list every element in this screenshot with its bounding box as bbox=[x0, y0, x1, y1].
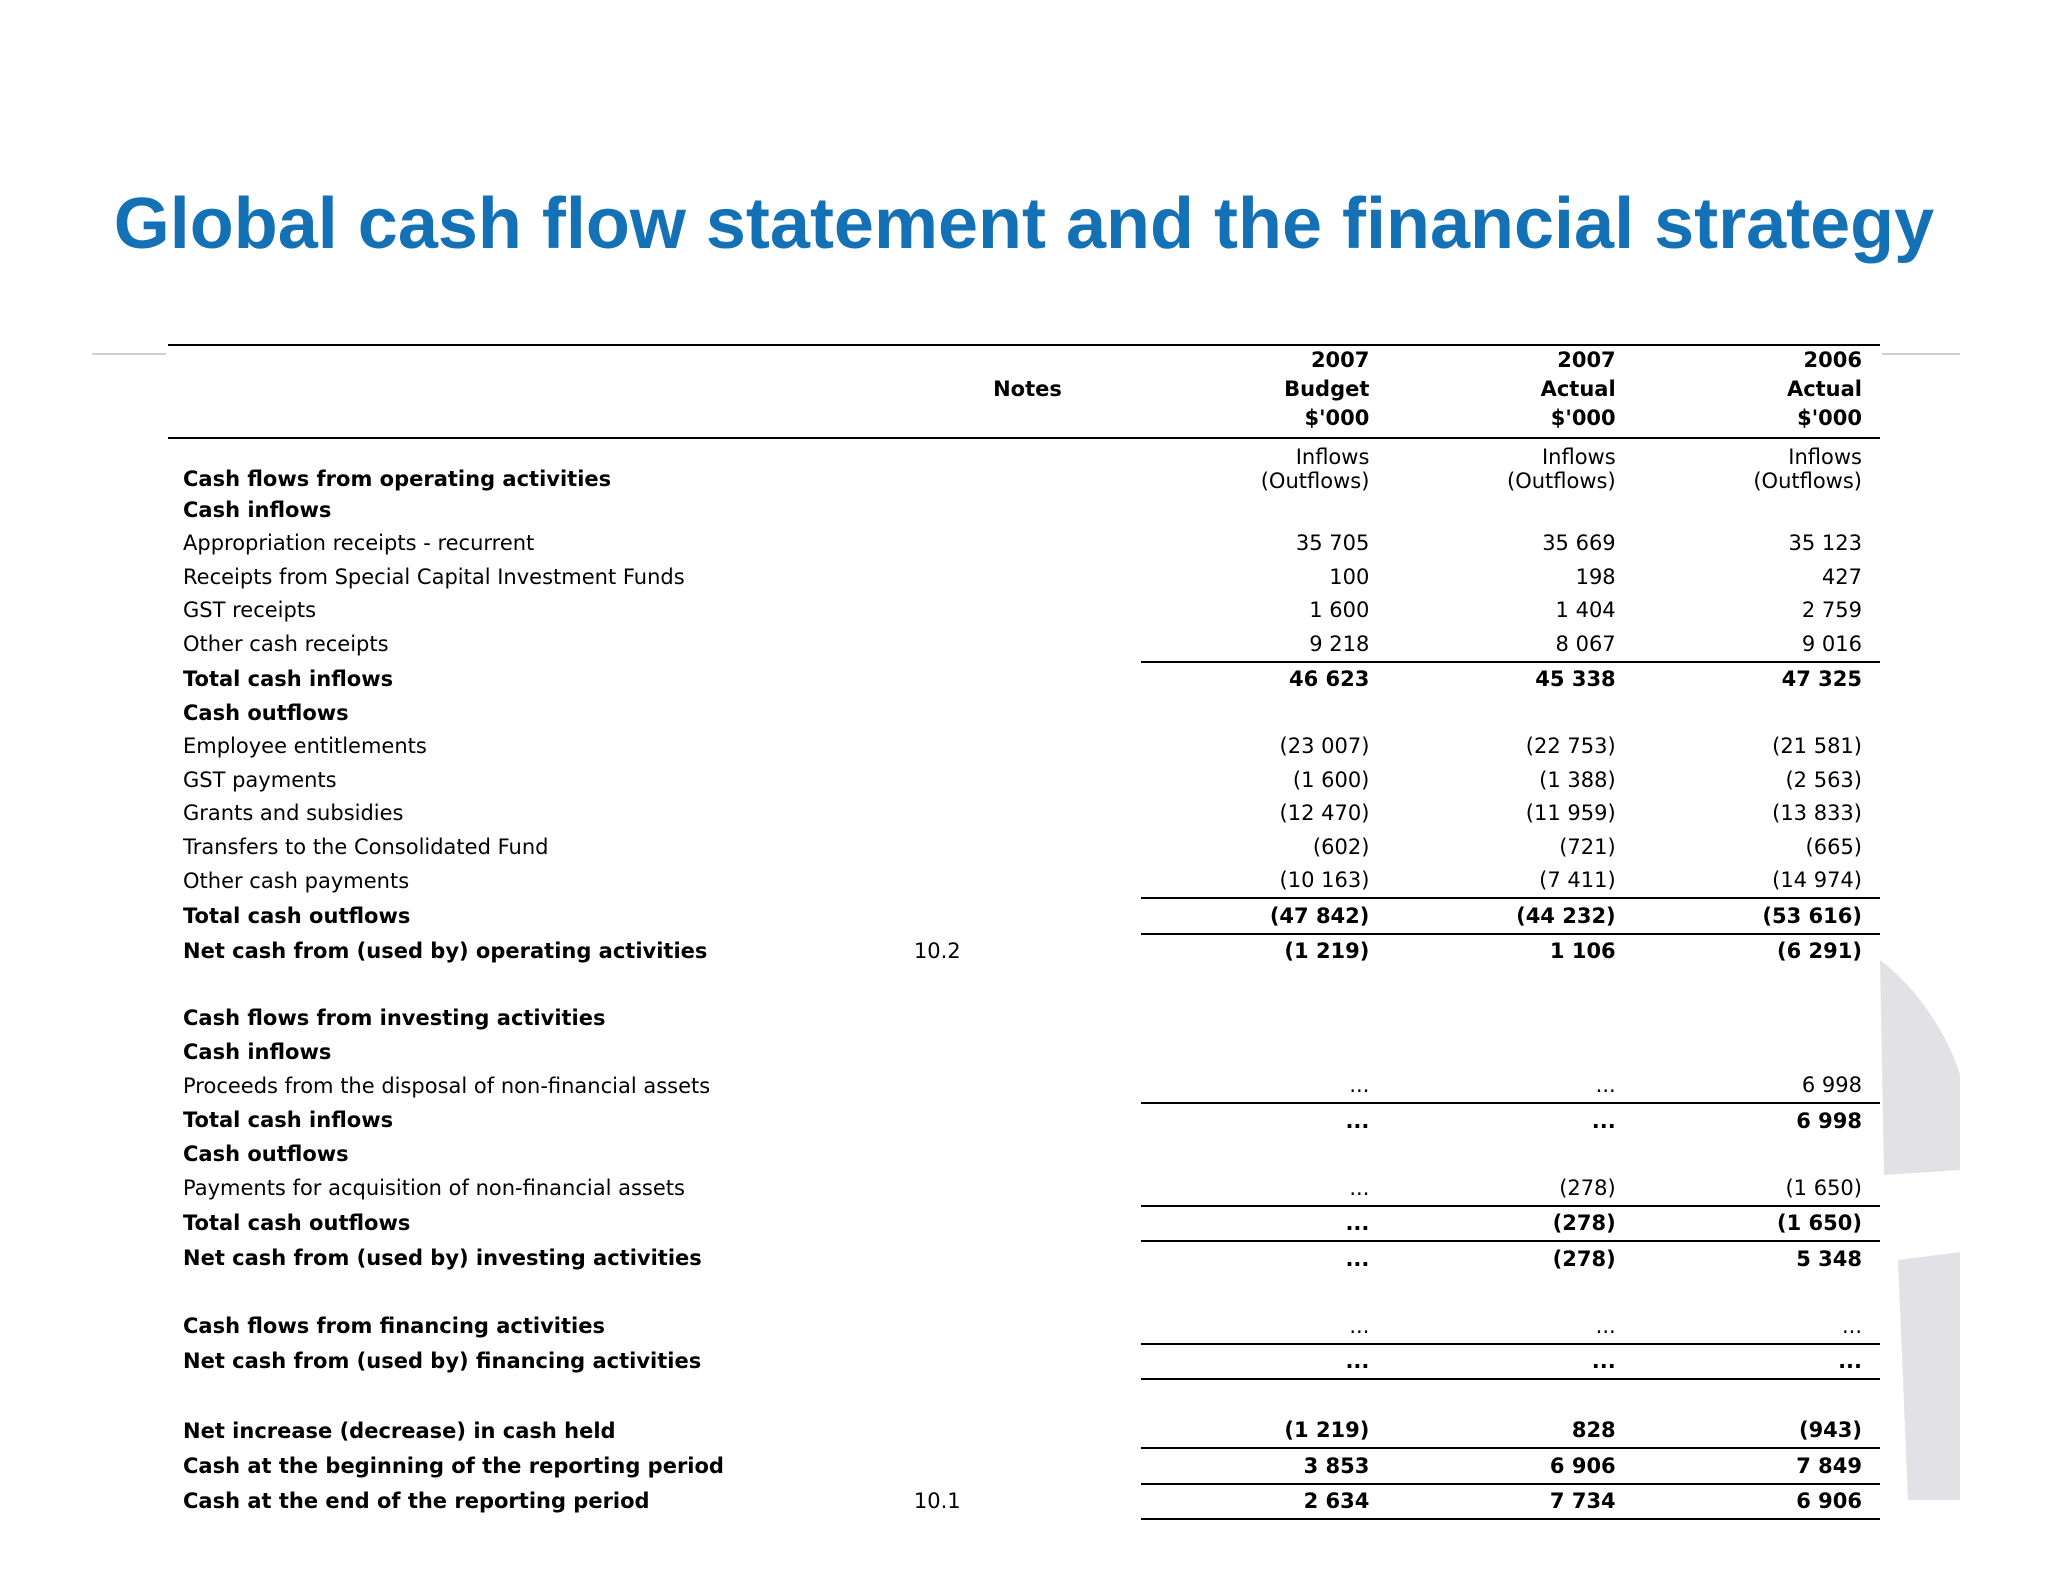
table-row bbox=[168, 1138, 1880, 1172]
net-label: Net cash from (used by) investing activities bbox=[183, 1246, 702, 1271]
table-row: Appropriation receipts - recurrent 35 705 35 669 35 123 bbox=[183, 531, 1862, 556]
subsection-heading: Cash inflows bbox=[183, 497, 332, 522]
section-heading: Cash flows from investing activities bbox=[183, 1006, 606, 1031]
section-heading: Cash flows from financing activities bbox=[183, 1314, 605, 1339]
table-row: Cash flows from financing activities ... ... ... bbox=[168, 1309, 1880, 1344]
net-label: Net cash from (used by) financing activities bbox=[183, 1349, 702, 1374]
table-row bbox=[168, 493, 1880, 527]
notes-header: Notes bbox=[914, 345, 1141, 438]
table-row: Proceeds from the disposal of non-financial assets ... ... 6 998 bbox=[183, 1073, 1862, 1098]
table-row: Employee entitlements (23 007) (22 753) (21 581) bbox=[183, 734, 1862, 759]
total-label: Total cash outflows bbox=[183, 903, 411, 928]
table-row: Cash at the beginning of the reporting period 3 853 6 906 7 849 bbox=[168, 1448, 1880, 1484]
table-row: Total cash inflows ... ... 6 998 bbox=[168, 1103, 1880, 1138]
total-label: Total cash outflows bbox=[183, 1211, 411, 1236]
flow-direction-label: Inflows (Outflows) bbox=[1753, 445, 1862, 493]
table-header-row bbox=[168, 345, 1880, 438]
cash-flow-table bbox=[168, 344, 1880, 1520]
table-row: Net cash from (used by) operating activities 10.2 (1 219) 1 106 (6 291) bbox=[168, 934, 1880, 969]
subsection-heading: Cash outflows bbox=[183, 700, 349, 725]
table-row: GST receipts 1 600 1 404 2 759 bbox=[183, 598, 1862, 623]
table-row: Total cash outflows (47 842) (44 232) (53 616) bbox=[168, 898, 1880, 934]
flow-direction-label: Inflows (Outflows) bbox=[1507, 445, 1616, 493]
note-ref: 10.1 bbox=[913, 1489, 961, 1514]
table-row: Cash at the end of the reporting period 10.1 2 634 7 734 6 906 bbox=[168, 1484, 1880, 1520]
table-row: Transfers to the Consolidated Fund (602) (721) (665) bbox=[183, 834, 1862, 859]
table-row: Other cash receipts 9 218 8 067 9 016 bbox=[183, 631, 1862, 657]
col-header-actual-2006: 2006 Actual $'000 bbox=[1634, 345, 1880, 438]
page-title bbox=[0, 176, 2048, 333]
table-row: Grants and subsidies (12 470) (11 959) (13 833) bbox=[183, 801, 1862, 826]
col-header-actual-2007: 2007 Actual $'000 bbox=[1387, 345, 1633, 438]
subsection-heading: Cash outflows bbox=[183, 1142, 349, 1167]
net-change-label: Net increase (decrease) in cash held bbox=[183, 1418, 616, 1443]
table-row bbox=[168, 438, 1880, 493]
table-row: Net cash from (used by) financing activities ... ... ... bbox=[168, 1344, 1880, 1380]
total-label: Total cash inflows bbox=[183, 666, 394, 691]
table-row bbox=[168, 1035, 1880, 1069]
table-row: Total cash inflows 46 623 45 338 47 325 bbox=[168, 662, 1880, 697]
table-row: Other cash payments (10 163) (7 411) (14 974) bbox=[183, 868, 1862, 893]
decorative-shape bbox=[1880, 960, 1960, 1500]
table-row: Total cash outflows ... (278) (1 650) bbox=[168, 1206, 1880, 1242]
total-label: Total cash inflows bbox=[183, 1108, 394, 1133]
table-row bbox=[168, 696, 1880, 730]
col-header-budget-2007: 2007 Budget $'000 bbox=[1141, 345, 1387, 438]
table-row: Payments for acquisition of non-financial assets ... (278) (1 650) bbox=[183, 1175, 1862, 1201]
right-divider bbox=[1882, 353, 1960, 355]
left-divider bbox=[92, 353, 166, 355]
page-title-text: Global cash flow statement and the financial strategy bbox=[113, 184, 1935, 264]
table-row: Net cash from (used by) investing activities ... (278) 5 348 bbox=[168, 1241, 1880, 1276]
table-row bbox=[168, 1002, 1880, 1036]
flow-direction-label: Inflows (Outflows) bbox=[1260, 445, 1370, 493]
cash-begin-label: Cash at the beginning of the reporting period bbox=[183, 1453, 724, 1478]
subsection-heading: Cash inflows bbox=[183, 1039, 332, 1064]
table-row: GST payments (1 600) (1 388) (2 563) bbox=[183, 767, 1862, 792]
cash-end-label: Cash at the end of the reporting period bbox=[183, 1489, 650, 1514]
section-heading: Cash flows from operating activities bbox=[183, 467, 612, 491]
table-row: Net increase (decrease) in cash held (1 219) 828 (943) bbox=[168, 1414, 1880, 1449]
table-row: Receipts from Special Capital Investment Funds 100 198 427 bbox=[183, 564, 1862, 589]
net-label: Net cash from (used by) operating activities bbox=[183, 938, 708, 963]
note-ref: 10.2 bbox=[913, 938, 961, 963]
